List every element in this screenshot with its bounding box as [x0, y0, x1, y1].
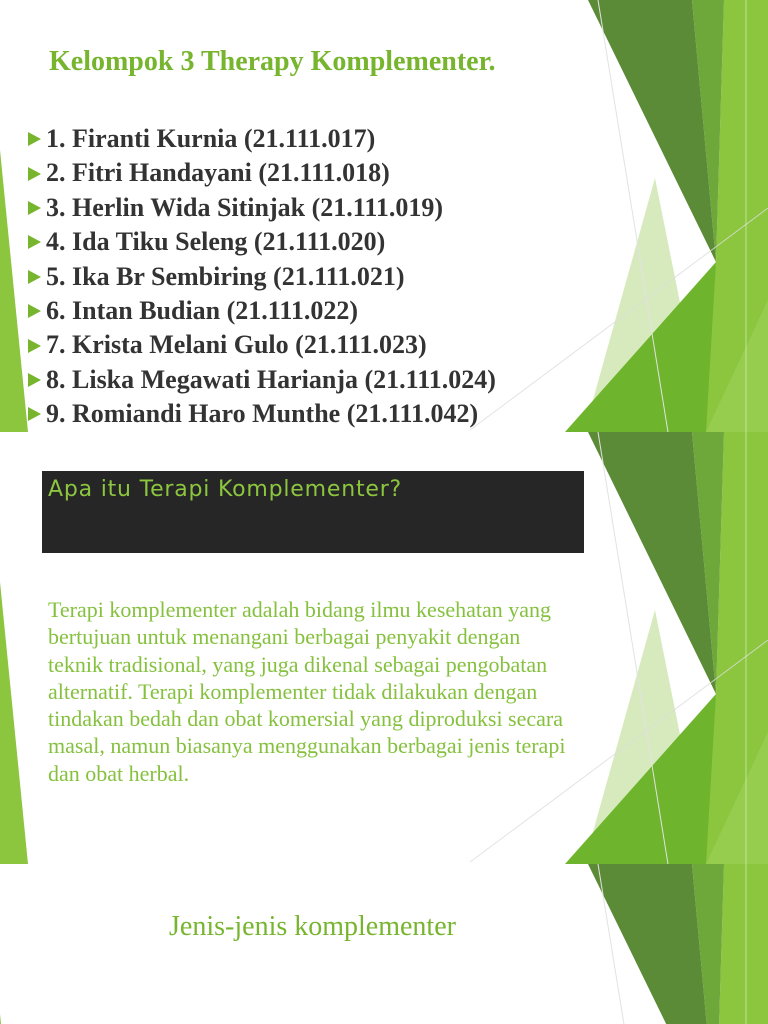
member-name: 7. Krista Melani Gulo (21.111.023) [46, 330, 427, 360]
member-list-item [28, 260, 496, 294]
paragraph-line: bertujuan untuk menangani berbagai penyakit dengan [48, 624, 521, 650]
slide-group-members [0, 0, 768, 432]
member-list-item [28, 225, 496, 259]
paragraph-line: masal, namun biasanya menggunakan berbagai jenis terapi [48, 733, 566, 759]
triangle-bullet-icon [28, 235, 41, 249]
triangle-bullet-icon [28, 304, 41, 318]
paragraph-line: tindakan bedah dan obat komersial yang diproduksi secara [48, 706, 564, 732]
member-list-item [28, 191, 496, 225]
paragraph-line: alternatif. Terapi komplementer tidak dilakukan dengan [48, 678, 538, 704]
member-name: 8. Liska Megawati Harianja (21.111.024) [46, 364, 496, 394]
slide-types [0, 864, 768, 1024]
triangle-bullet-icon [28, 407, 41, 421]
slide-title: Kelompok 3 Therapy Komplementer. [49, 46, 496, 77]
member-list-item [28, 363, 496, 397]
member-list-item [28, 328, 496, 362]
question-heading-box [42, 471, 584, 553]
member-name: 9. Romiandi Haro Munthe (21.111.042) [46, 399, 479, 429]
paragraph-line: dan obat herbal. [48, 760, 190, 786]
facet-decoration [0, 864, 768, 1024]
member-name: 1. Firanti Kurnia (21.111.017) [46, 124, 376, 153]
member-name: 2. Fitri Handayani (21.111.018) [46, 158, 390, 188]
member-name: 6. Intan Budian (21.111.022) [46, 295, 359, 325]
member-list [28, 122, 496, 432]
triangle-bullet-icon [28, 132, 41, 146]
member-name: 4. Ida Tiku Seleng (21.111.020) [46, 227, 386, 257]
triangle-bullet-icon [28, 167, 41, 181]
slide-definition [0, 432, 768, 864]
member-list-item [28, 122, 496, 156]
question-heading: Apa itu Terapi Komplementer? [48, 477, 403, 502]
member-name: 3. Herlin Wida Sitinjak (21.111.019) [46, 192, 444, 222]
triangle-bullet-icon [28, 201, 41, 215]
member-list-item [28, 294, 496, 328]
triangle-bullet-icon [28, 373, 41, 387]
paragraph-line: Terapi komplementer adalah bidang ilmu kesehatan yang [48, 597, 552, 622]
paragraph-line: teknik tradisional, yang juga dikenal sebagai pengobatan [48, 651, 548, 677]
member-name: 5. Ika Br Sembiring (21.111.021) [46, 261, 405, 291]
member-list-item [28, 397, 496, 431]
triangle-bullet-icon [28, 270, 41, 284]
section-title: Jenis-jenis komplementer [169, 911, 456, 942]
member-list-item [28, 156, 496, 190]
triangle-bullet-icon [28, 339, 41, 353]
definition-paragraph [48, 596, 565, 787]
